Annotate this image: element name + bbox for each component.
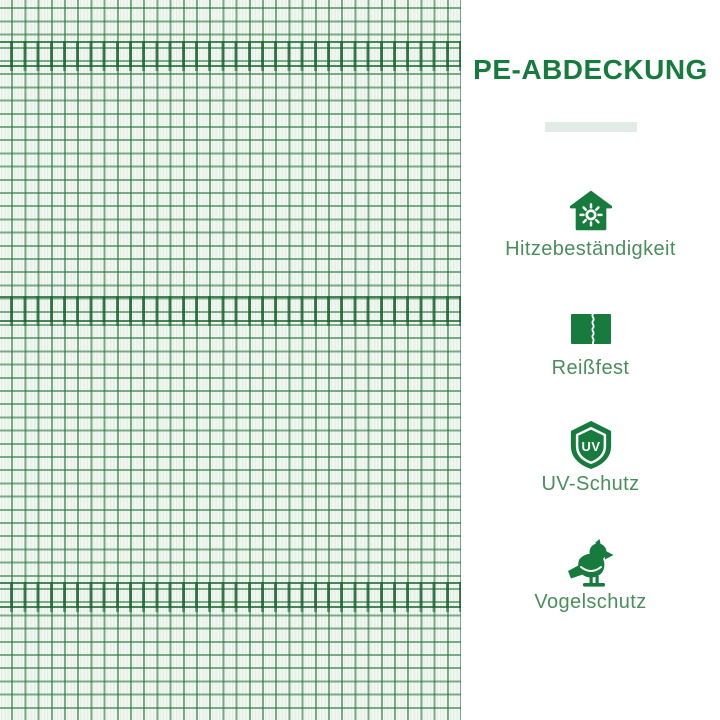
- uv-shield-icon: [461, 421, 720, 469]
- mesh-seam: [0, 41, 461, 67]
- feature-panel: [461, 0, 720, 720]
- uv-badge-text: UV: [581, 439, 600, 455]
- house-sun-icon: [461, 186, 720, 234]
- feature-label: UV-Schutz: [541, 473, 640, 495]
- feature-heat-resistance: [461, 186, 720, 261]
- mesh-seam: [0, 296, 461, 322]
- feature-label: Vogelschutz: [534, 591, 647, 613]
- mesh-seam: [0, 582, 461, 608]
- title-accent-bar: [545, 122, 637, 132]
- feature-bird-protection: [461, 539, 720, 614]
- bird-icon: [461, 539, 720, 587]
- feature-uv-protection: [461, 421, 720, 496]
- torn-fabric-icon: [461, 305, 720, 353]
- feature-tear-resistant: [461, 305, 720, 380]
- feature-label: Hitzebeständigkeit: [505, 238, 676, 260]
- page-title: PE-ABDECKUNG: [473, 54, 708, 85]
- feature-label: Reißfest: [551, 357, 630, 379]
